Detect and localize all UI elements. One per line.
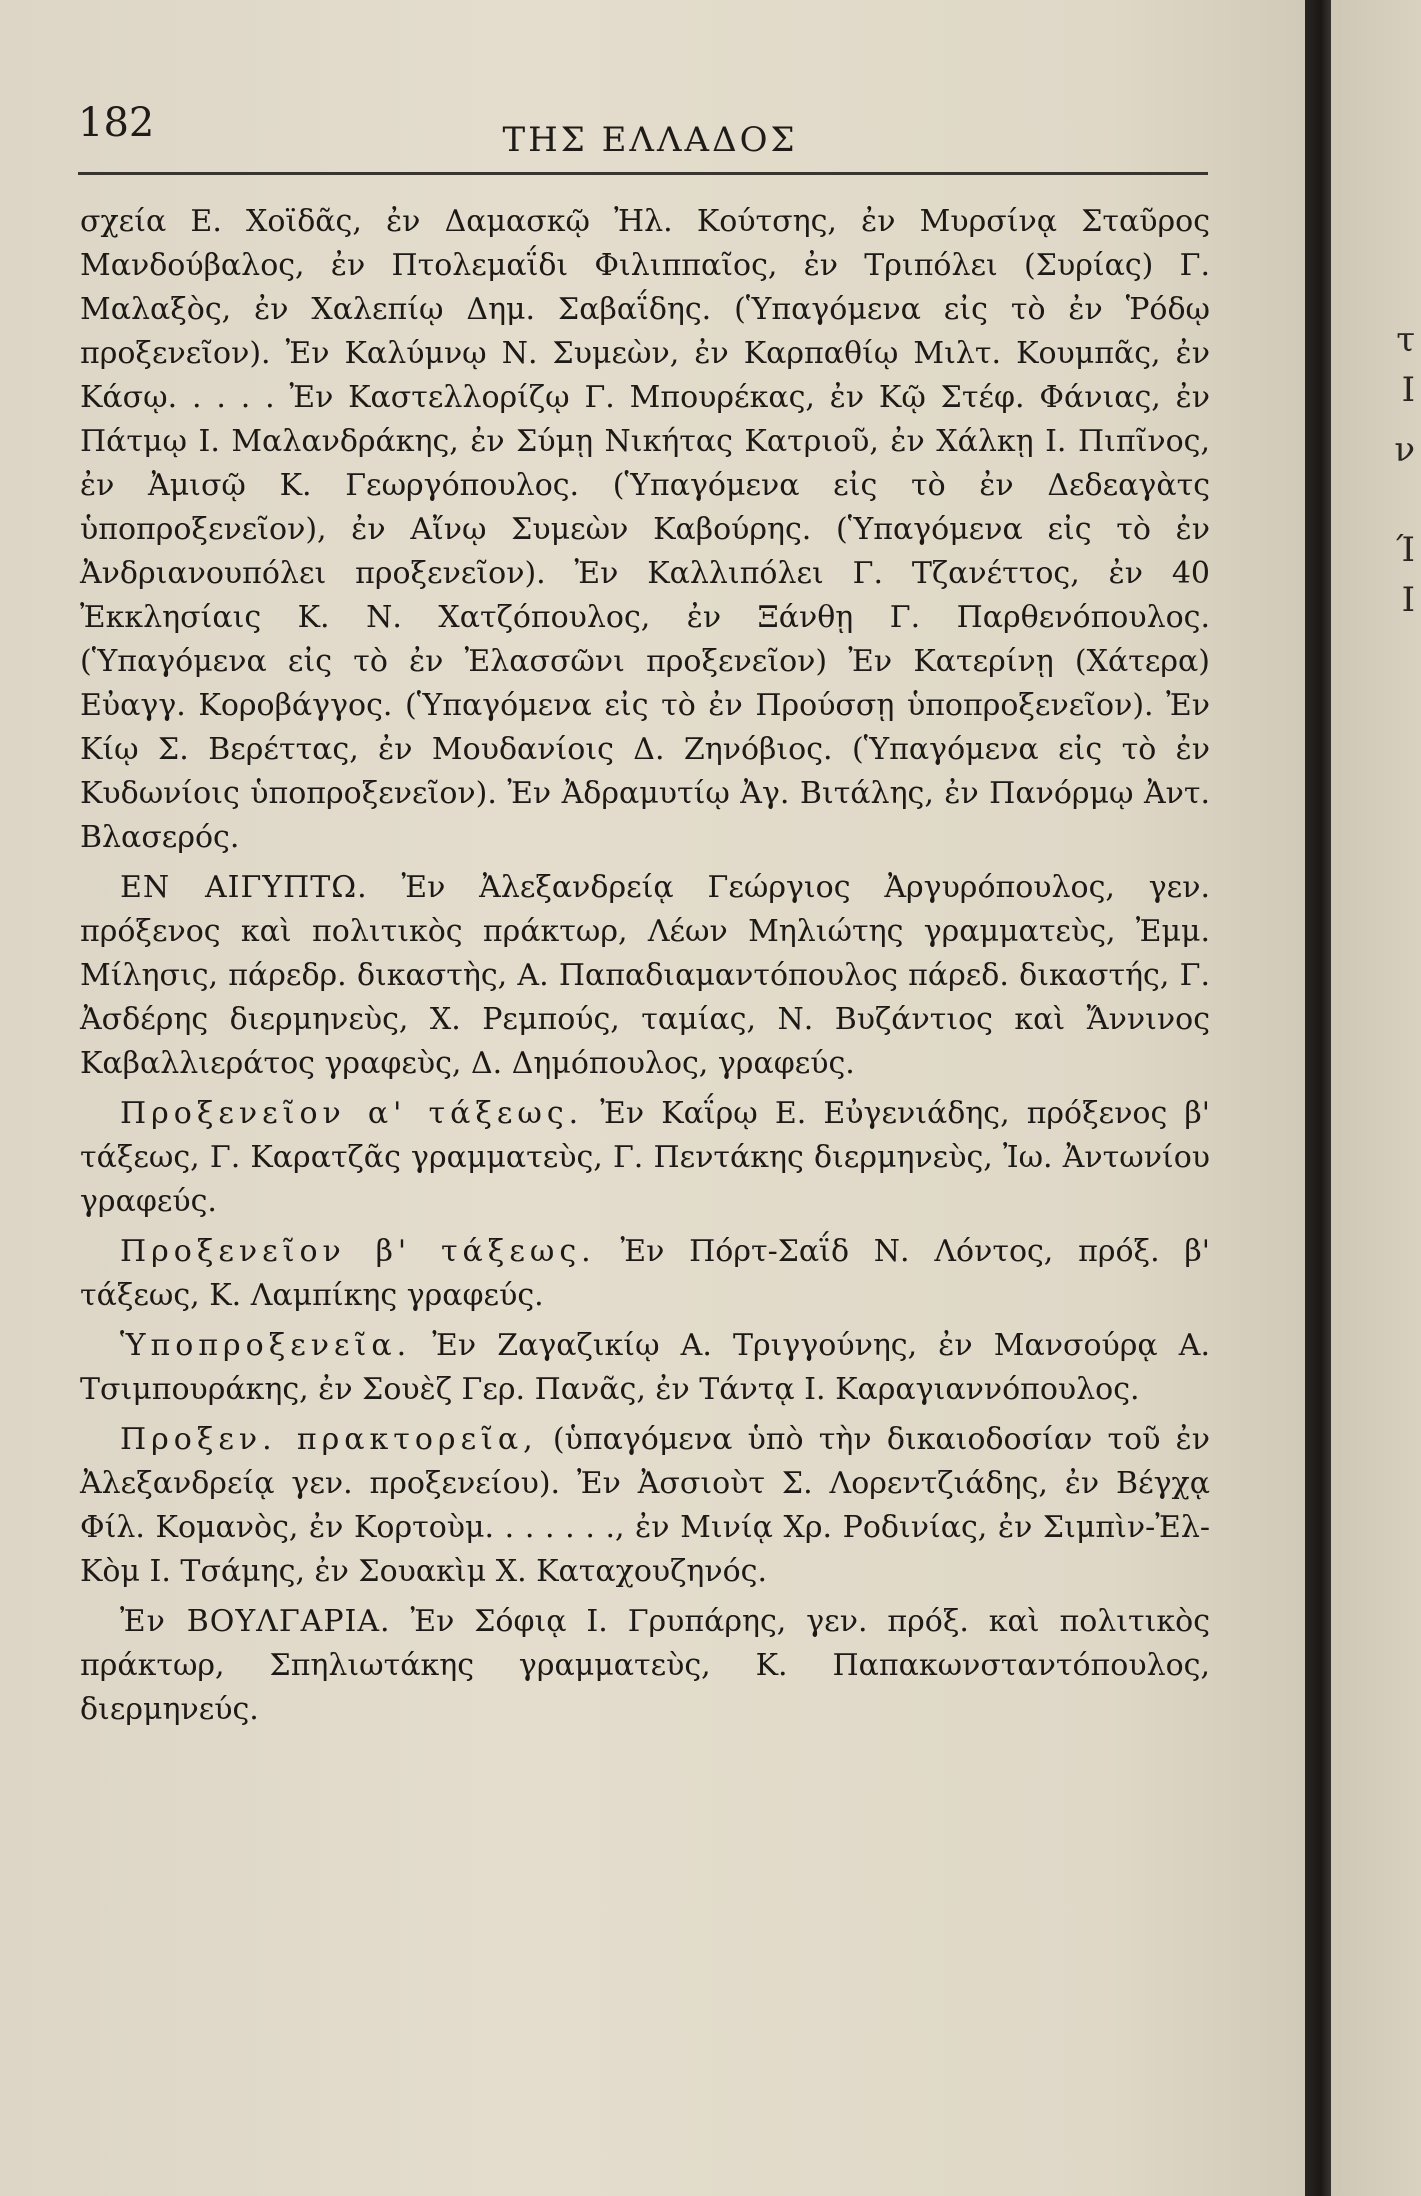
paragraph-levant-agencies [80, 200, 1210, 860]
paragraph-egypt [80, 866, 1210, 1086]
subsection-heading: Προξεν. πρακτορεῖα, [120, 1422, 538, 1457]
paragraph-text: (ὑπαγόμενα ὑπὸ τὴν δικαιοδοσίαν τοῦ ἐν Ἀλεξανδρείᾳ γεν. προξενείου). Ἐν Ἀσσιοὺτ Σ. Λορεντζιάδης, ἐν Βέγχᾳ Φίλ. Κομανὸς, ἐν Κορτοὺμ. . . . . . ., ἐν Μινίᾳ Χρ. Ροδινίας, ἐν Σιμπὶν-Ἐλ-Κὸμ Ι. Τσάμης, ἐν Σουακὶμ Χ. Καταχουζηνός. [80, 1422, 1211, 1589]
paragraph-bulgaria [80, 1600, 1210, 1732]
margin-fragment: Ι [1401, 580, 1415, 620]
section-heading: Ἐν ΒΟΥΛΓΑΡΙΑ. [120, 1604, 391, 1639]
book-gutter [1305, 0, 1331, 2196]
paragraph-text: Ἐν Καΐρῳ Ε. Εὐγενιάδης, πρόξενος β' τάξεως, Γ. Καρατζᾶς γραμματεὺς, Γ. Πεντάκης διερμηνεὺς, Ἰω. Ἀντωνίου γραφεύς. [80, 1096, 1210, 1219]
margin-fragment: Ί [1395, 530, 1415, 570]
page-number: 182 [78, 100, 155, 146]
paragraph-consulate-first-class [80, 1092, 1210, 1224]
paragraph-text: σχεία Ε. Χοϊδᾶς, ἐν Δαμασκῷ Ἠλ. Κούτσης, ἐν Μυρσίνᾳ Σταῦρος Μανδούβαλος, ἐν Πτολεμαΐδι Φιλιππαῖος, ἐν Τριπόλει (Συρίας) Γ. Μαλαξὸς, ἐν Χαλεπίῳ Δημ. Σαβαΐδης. (Ὑπαγόμενα εἰς τὸ ἐν Ῥόδῳ προξενεῖον). Ἐν Καλύμνῳ Ν. Συμεὼν, ἐν Καρπαθίῳ Μιλτ. Κουμπᾶς, ἐν Κάσῳ. . . . . Ἐν Καστελλορίζῳ Γ. Μπουρέκας, ἐν Κῷ Στέφ. Φάνιας, ἐν Πάτμῳ Ι. Μαλανδράκης, ἐν Σύμῃ Νικήτας Κατριοῦ, ἐν Χάλκῃ Ι. Πιπῖνος, ἐν Ἀμισῷ Κ. Γεωργόπουλος. (Ὑπαγόμενα εἰς τὸ ἐν Δεδεαγὰτς ὑποπροξενεῖον), ἐν Αἴνῳ Συμεὼν Καβούρης. (Ὑπαγόμενα εἰς τὸ ἐν Ἀνδριανουπόλει προξενεῖον). Ἐν Καλλιπόλει Γ. Τζανέττος, ἐν 40 Ἐκκλησίαις Κ. Ν. Χατζόπουλος, ἐν Ξάνθῃ Γ. Παρθενόπουλος. (Ὑπαγόμενα εἰς τὸ ἐν Ἐλασσῶνι προξενεῖον) Ἐν Κατερίνῃ (Χάτερα) Εὐαγγ. Κοροβάγγος. (Ὑπαγόμενα εἰς τὸ ἐν Προύσσῃ ὑποπροξενεῖον). Ἐν Κίῳ Σ. Βερέττας, ἐν Μουδανίοις Δ. Ζηνόβιος. (Ὑπαγόμενα εἰς τὸ ἐν Κυδωνίοις ὑποπροξενεῖον). Ἐν Ἀδραμυτίῳ Ἀγ. Βιτάλης, ἐν Πανόρμῳ Ἀντ. Βλασερός. [80, 204, 1210, 855]
paragraph-consulate-second-class [80, 1230, 1210, 1318]
facing-page-edge [1331, 0, 1421, 2196]
subsection-heading: Προξενεῖον β' τάξεως. [120, 1234, 596, 1269]
paragraph-text: Ἐν Ζαγαζικίῳ Α. Τριγγούνης, ἐν Μανσούρᾳ Α. Τσιμπουράκης, ἐν Σουὲζ Γερ. Πανᾶς, ἐν Τάντᾳ Ι. Καραγιαννόπουλος. [80, 1328, 1210, 1407]
paragraph-text: Ἐν Σόφιᾳ Ι. Γρυπάρης, γεν. πρόξ. καὶ πολιτικὸς πράκτωρ, Σπηλιωτάκης γραμματεὺς, Κ. Παπακωνσταντόπουλος, διερμηνεύς. [80, 1604, 1210, 1727]
margin-fragment: τ [1396, 320, 1415, 360]
paragraph-consular-agencies [80, 1418, 1210, 1594]
page-header [0, 0, 1305, 190]
paragraph-text: Ἐν Ἀλεξανδρείᾳ Γεώργιος Ἀργυρόπουλος, γεν. πρόξενος καὶ πολιτικὸς πράκτωρ, Λέων Μηλιώτης γραμματεὺς, Ἐμμ. Μίλησις, πάρεδρ. δικαστὴς, Α. Παπαδιαμαντόπουλος πάρεδ. δικαστής, Γ. Ἀσδέρης διερμηνεὺς, Χ. Ρεμπούς, ταμίας, Ν. Βυζάντιος καὶ Ἄννινος Καβαλλιεράτος γραφεὺς, Δ. Δημόπουλος, γραφεύς. [80, 870, 1210, 1081]
running-head: ΤΗΣ ΕΛΛΑΔΟΣ [502, 120, 798, 160]
paragraph-text: Ἐν Πόρτ-Σαΐδ Ν. Λόντος, πρόξ. β' τάξεως, Κ. Λαμπίκης γραφεύς. [80, 1234, 1211, 1313]
body-text [80, 200, 1210, 1738]
margin-fragment: Ι [1401, 370, 1415, 410]
paragraph-vice-consulates [80, 1324, 1210, 1412]
margin-fragment: ν [1394, 430, 1415, 470]
subsection-heading: Ὑποπροξενεῖα. [120, 1328, 412, 1363]
subsection-heading: Προξενεῖον α' τάξεως. [120, 1096, 584, 1131]
section-heading: ΕΝ ΑΙΓΥΠΤΩ. [120, 870, 368, 905]
header-rule [78, 172, 1208, 175]
